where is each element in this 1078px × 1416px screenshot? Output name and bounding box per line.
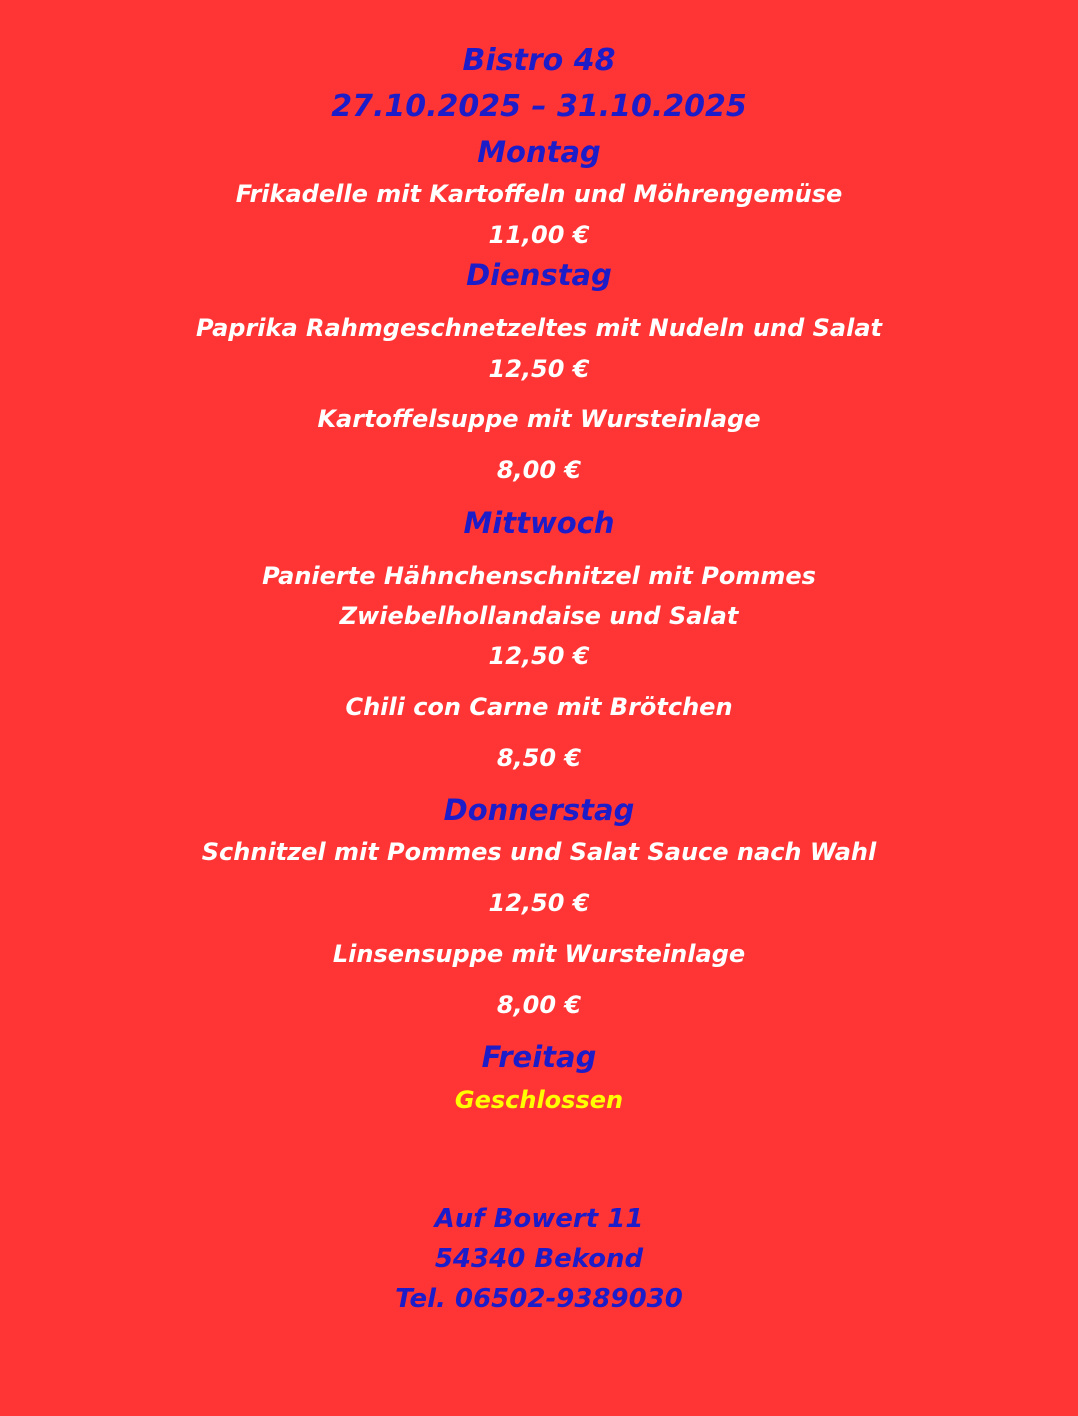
price-tuesday-1: 12,50 € xyxy=(488,355,590,383)
dish-tuesday-1: Paprika Rahmgeschnetzeltes mit Nudeln und Salat xyxy=(196,314,882,342)
day-heading-monday: Montag xyxy=(477,135,601,169)
dish-wednesday-2: Chili con Carne mit Brötchen xyxy=(345,693,733,721)
price-monday-1: 11,00 € xyxy=(488,221,590,249)
dish-thursday-2: Linsensuppe mit Wursteinlage xyxy=(332,940,746,968)
day-heading-thursday: Donnerstag xyxy=(443,793,635,827)
price-thursday-1: 12,50 € xyxy=(488,889,590,917)
date-range: 27.10.2025 – 31.10.2025 xyxy=(331,89,747,124)
address-city: 54340 Bekond xyxy=(434,1244,644,1274)
restaurant-title: Bistro 48 xyxy=(462,43,616,78)
price-wednesday-1: 12,50 € xyxy=(488,642,590,670)
dish-wednesday-1-line-2: Zwiebelhollandaise und Salat xyxy=(339,602,739,630)
day-heading-friday: Freitag xyxy=(481,1040,597,1074)
dish-tuesday-2: Kartoffelsuppe mit Wursteinlage xyxy=(317,405,761,433)
day-heading-tuesday: Dienstag xyxy=(466,258,612,292)
price-wednesday-2: 8,50 € xyxy=(496,744,582,772)
dish-thursday-1: Schnitzel mit Pommes und Salat Sauce nach Wahl xyxy=(201,838,877,866)
day-heading-wednesday: Mittwoch xyxy=(463,506,615,540)
dish-monday-1: Frikadelle mit Kartoffeln und Möhrengemüse xyxy=(235,180,843,208)
price-tuesday-2: 8,00 € xyxy=(496,456,582,484)
phone-number: Tel. 06502-9389030 xyxy=(395,1284,683,1314)
closed-notice-friday: Geschlossen xyxy=(454,1086,624,1114)
dish-wednesday-1-line-1: Panierte Hähnchenschnitzel mit Pommes xyxy=(262,562,816,590)
price-thursday-2: 8,00 € xyxy=(496,991,582,1019)
address-street: Auf Bowert 11 xyxy=(434,1204,644,1234)
